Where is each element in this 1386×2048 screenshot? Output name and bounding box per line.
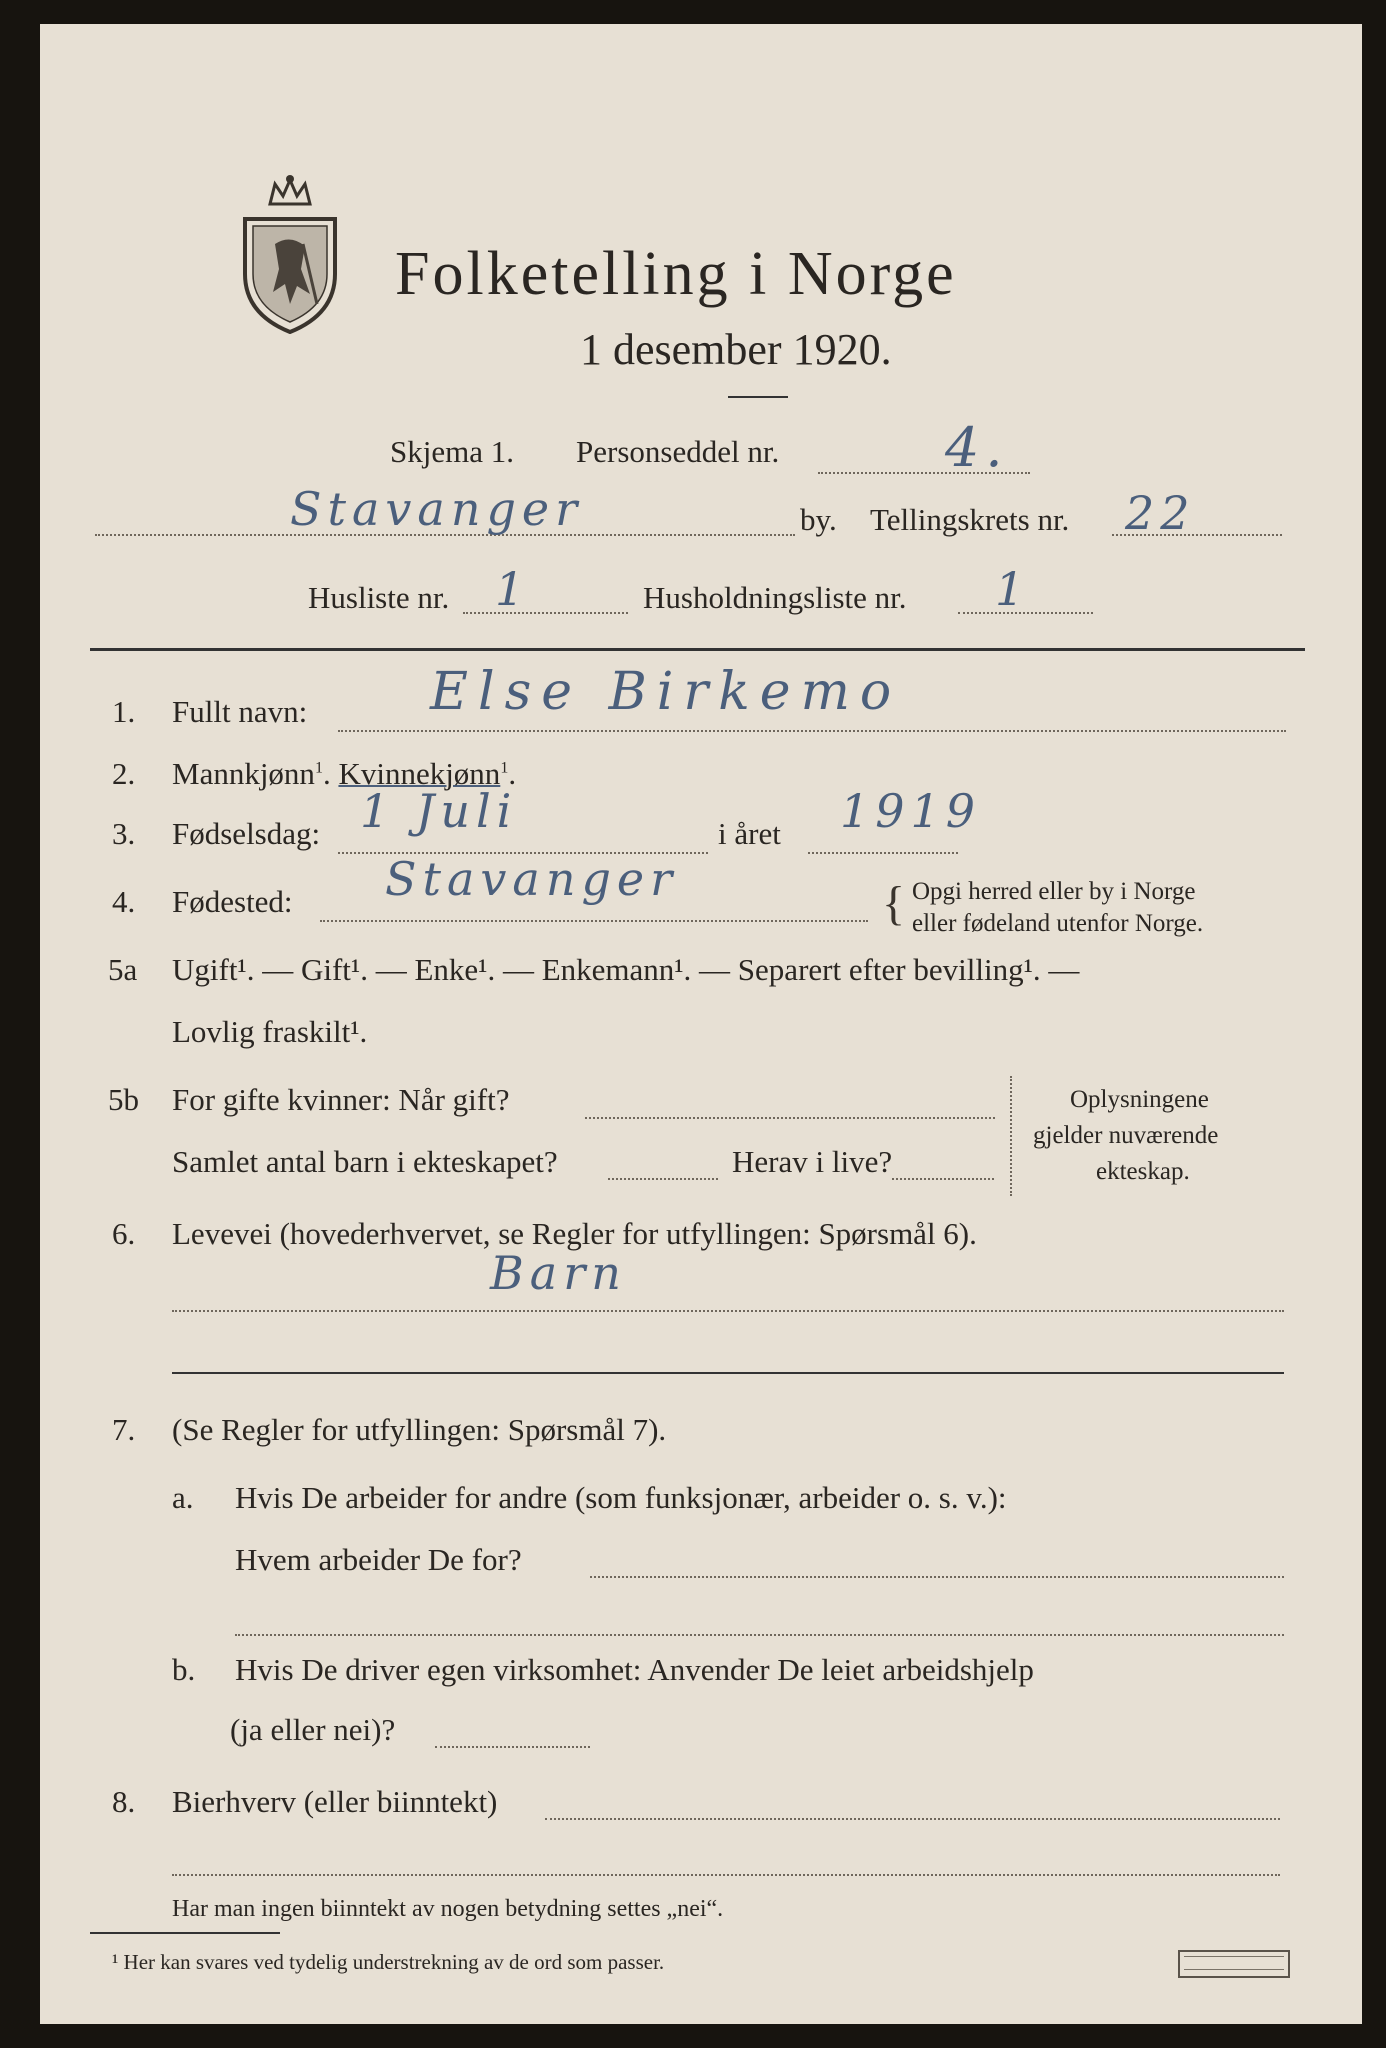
q3-number: 3. [112,816,136,851]
q5a-line-2: Lovlig fraskilt¹. [172,1014,368,1049]
q8-note: Har man ingen biinntekt av nogen betydning settes „nei“. [172,1896,724,1922]
q1-label: Fullt navn: [172,694,308,729]
form-title: Folketelling i Norge [395,240,957,308]
coat-of-arms-icon [235,174,345,334]
q6-number: 6. [112,1216,136,1251]
q7a-field-line-1 [590,1576,1284,1578]
q8-label: Bierhverv (eller biinntekt) [172,1784,498,1819]
q3-label: Fødselsdag: [172,816,321,851]
q4-number: 4. [112,884,136,919]
skjema-label: Skjema 1. [390,434,514,469]
husliste-field-line [463,612,628,614]
q5b-separator [1010,1076,1012,1196]
personseddel-value: 4. [945,416,1009,479]
q4-label: Fødested: [172,884,293,919]
tellingskrets-label: Tellingskrets nr. [870,502,1070,537]
by-label: by. [800,502,837,537]
q4-field-line [320,920,868,922]
header-rule [90,648,1305,651]
q5b-note-3: ekteskap. [1096,1158,1190,1185]
q2-mannkjonn: Mannkjønn [172,756,315,791]
husliste-value: 1 [495,562,531,616]
census-form [40,24,1362,2024]
q2-kvinnekjonn: Kvinnekjønn [338,756,501,791]
q5a-number: 5a [108,952,138,987]
q4-brace: { [882,877,906,930]
q7b-line-1: Hvis De driver egen virksomhet: Anvender De leiet arbeidshjelp [235,1652,1034,1687]
q2-options: Mannkjønn$^1$. Kvinnekjønn$^1$. [172,756,517,791]
q7b-line-2: (ja eller nei)? [230,1712,396,1747]
q7-number: 7. [112,1412,136,1447]
q8-field-line-2 [172,1874,1280,1876]
q3-value: 1 Juli [360,784,518,838]
q4-value: Stavanger [385,852,679,906]
q1-number: 1. [112,694,136,729]
tellingskrets-value: 22 [1125,486,1196,540]
q5b-children-label: Samlet antal barn i ekteskapet? [172,1144,558,1179]
q1-field-line [338,730,1286,732]
q1-value: Else Birkemo [430,662,902,722]
q7-label: (Se Regler for utfyllingen: Spørsmål 7). [172,1412,667,1447]
q5b-children-field-line [608,1178,718,1180]
q5b-alive-field-line [892,1178,994,1180]
personseddel-label: Personseddel nr. [576,434,780,469]
husholdningsliste-value: 1 [995,562,1031,616]
title-divider [728,396,788,398]
q5b-note-2: gjelder nuværende [1033,1122,1219,1149]
q4-note-1: Opgi herred eller by i Norge [912,878,1196,905]
q7a-line-2: Hvem arbeider De for? [235,1542,522,1577]
q2-number: 2. [112,756,136,791]
q5b-married-field-line [585,1117,995,1119]
q5b-note-1: Oplysningene [1070,1086,1209,1113]
q3-year-label: i året [718,816,781,851]
form-date: 1 desember 1920. [580,325,892,374]
q8-field-line-1 [545,1818,1280,1820]
q8-number: 8. [112,1784,136,1819]
footnote-rule [90,1932,280,1934]
q7a-line-1: Hvis De arbeider for andre (som funksjonær, arbeider o. s. v.): [235,1480,1007,1515]
q6-value: Barn [490,1246,627,1300]
q6-field-line-2 [172,1372,1284,1374]
by-value: Stavanger [290,482,584,536]
q4-note-2: eller fødeland utenfor Norge. [912,910,1204,937]
q6-field-line-1 [172,1310,1284,1312]
q5b-alive-label: Herav i live? [732,1144,893,1179]
q7a-letter: a. [172,1480,194,1515]
q7b-letter: b. [172,1652,196,1687]
q5b-number: 5b [108,1082,139,1117]
q6-label: Levevei (hovederhvervet, se Regler for utfyllingen: Spørsmål 6). [172,1216,977,1251]
q5a-line-1: Ugift¹. — Gift¹. — Enke¹. — Enkemann¹. — Separert efter bevilling¹. — [172,952,1080,987]
q3-year-value: 1919 [840,784,982,838]
husliste-label: Husliste nr. [308,580,450,615]
footnote: ¹ Her kan svares ved tydelig understrekning av de ord som passer. [112,1950,665,1974]
q5b-line-1: For gifte kvinner: Når gift? [172,1082,510,1117]
printer-stamp [1178,1950,1290,1978]
q3-year-field-line [808,852,958,854]
q7a-field-line-2 [235,1634,1284,1636]
husholdningsliste-label: Husholdningsliste nr. [643,580,907,615]
q7b-field-line [435,1746,590,1748]
